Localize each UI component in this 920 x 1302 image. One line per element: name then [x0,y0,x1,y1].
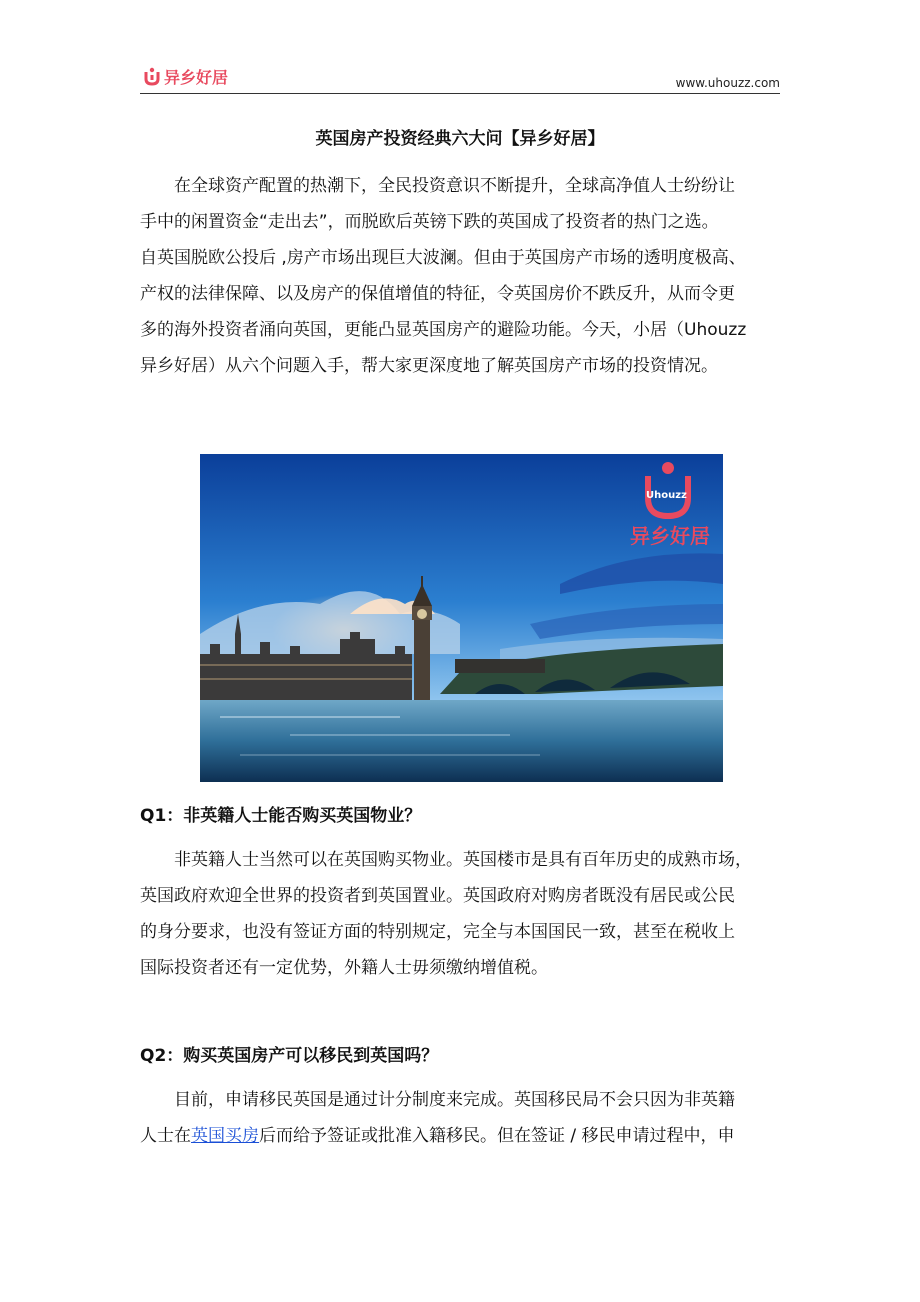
watermark-cn: 异乡好居 [630,524,710,548]
q1-answer [140,842,780,986]
intro-paragraph [140,168,780,384]
uk-property-link[interactable]: 英国买房 [191,1126,259,1146]
q1-line: 的身分要求，也没有签证方面的特别规定，完全与本国国民一致，甚至在税收上 [140,922,735,942]
q1-line: 非英籍人士当然可以在英国购买物业。英国楼市是具有百年历史的成熟市场， [174,850,752,870]
q2-line: 目前，申请移民英国是通过计分制度来完成。英国移民局不会只因为非英籍 [174,1090,735,1110]
westminster-illustration [200,454,723,782]
header-divider [140,93,780,94]
intro-line: 产权的法律保障、以及房产的保值增值的特征，令英国房价不跌反升，从而令更 [140,284,735,304]
q2-answer [140,1082,780,1154]
q1-heading: Q1：非英籍人士能否购买英国物业？ [140,806,422,826]
intro-line: 异乡好居）从六个问题入手，帮大家更深度地了解英国房产市场的投资情况。 [140,356,718,376]
uhouzz-logo-icon [143,66,161,86]
intro-line: 自英国脱欧公投后 ,房产市场出现巨大波澜。但由于英国房产市场的透明度极高、 [140,248,746,268]
intro-line: 多的海外投资者涌向英国，更能凸显英国房产的避险功能。今天，小居（Uhouzz [140,320,747,340]
brand-logo[interactable] [143,64,228,88]
intro-line: 在全球资产配置的热潮下，全民投资意识不断提升，全球高净值人士纷纷让 [174,176,735,196]
page-title: 英国房产投资经典六大问【异乡好居】 [315,129,605,149]
q2-heading: Q2：购买英国房产可以移民到英国吗？ [140,1046,439,1066]
q2-line [140,1118,780,1154]
london-westminster-photo [200,454,723,782]
q2-line-suffix: 后而给予签证或批准入籍移民。但在签证 / 移民申请过程中，申 [259,1126,735,1146]
intro-line: 手中的闲置资金“走出去”，而脱欧后英镑下跌的英国成了投资者的热门之选。 [140,212,719,232]
brand-name: 异乡好居 [164,67,229,87]
site-url[interactable]: www.uhouzz.com [675,76,780,90]
q2-line-prefix: 人士在 [140,1126,191,1146]
watermark-brand: Uhouzz [646,490,687,501]
q1-line: 国际投资者还有一定优势，外籍人士毋须缴纳增值税。 [140,958,548,978]
q1-line: 英国政府欢迎全世界的投资者到英国置业。英国政府对购房者既没有居民或公民 [140,886,735,906]
